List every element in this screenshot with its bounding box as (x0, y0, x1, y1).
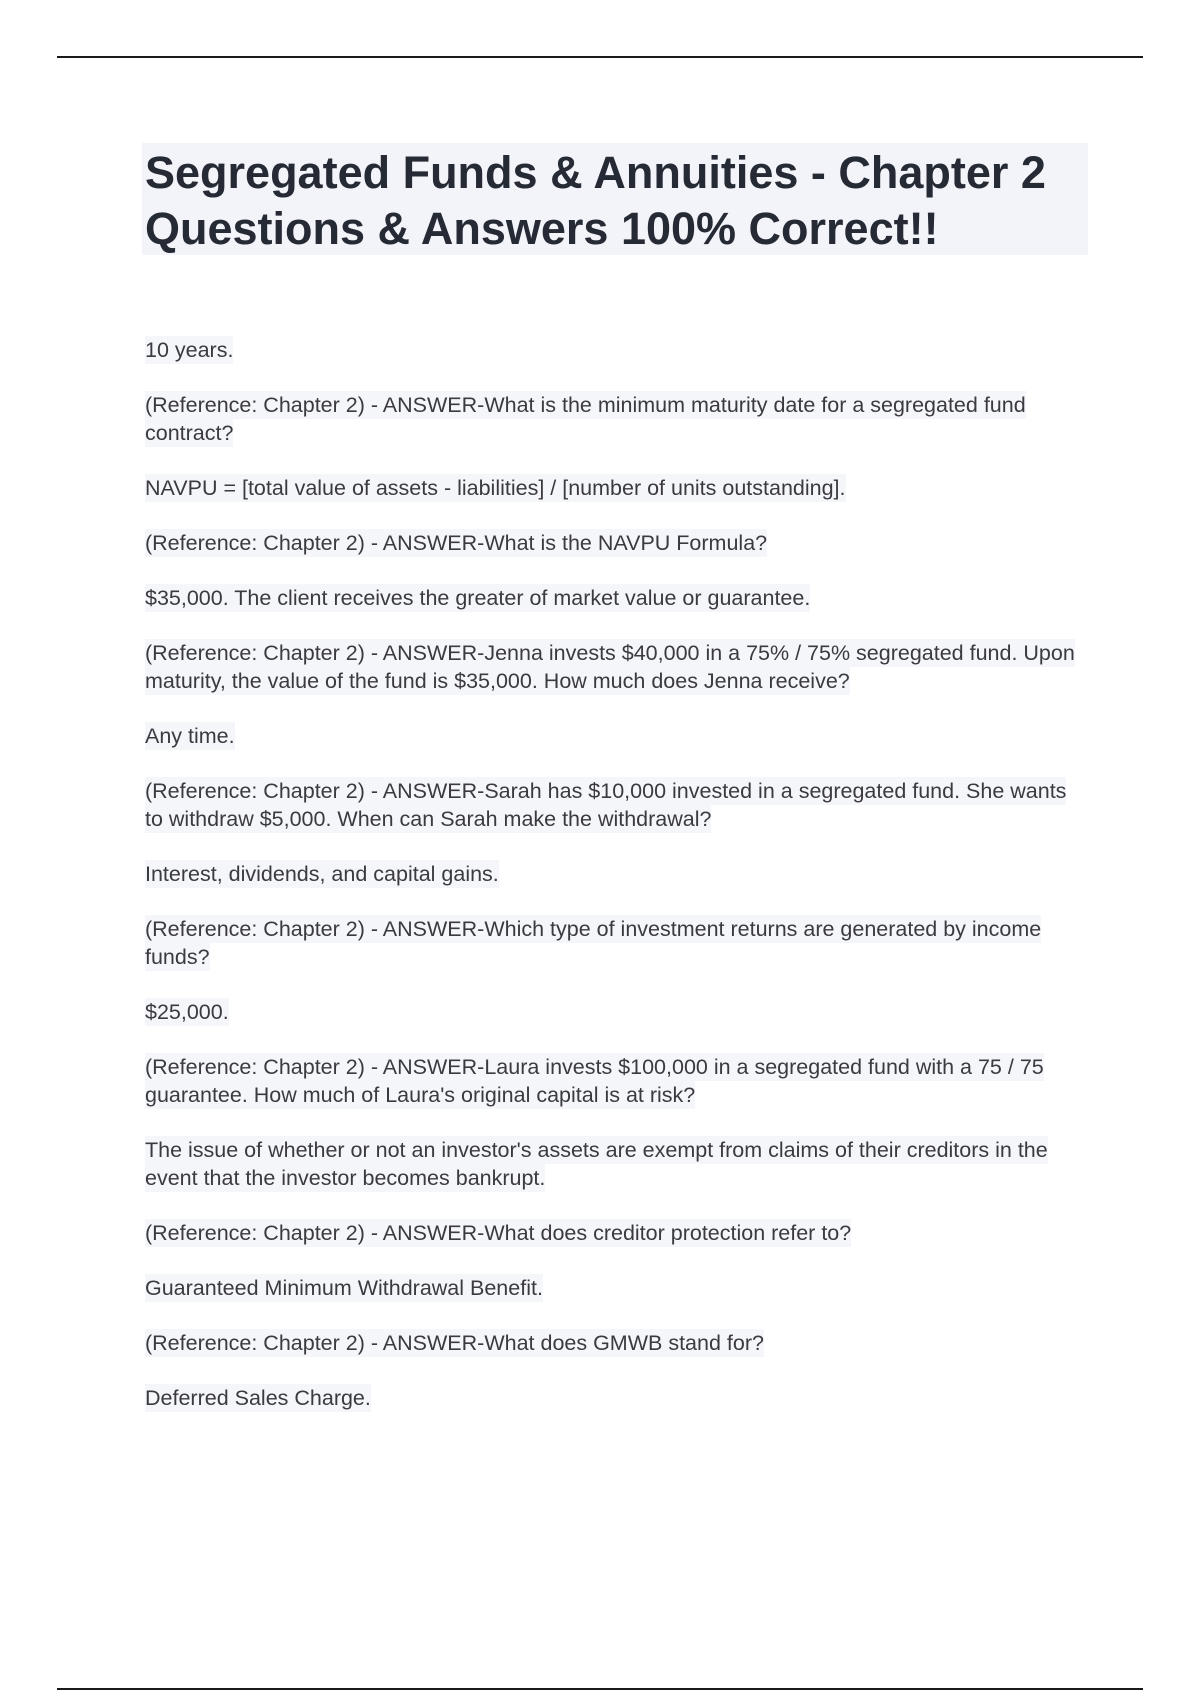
top-rule (57, 56, 1143, 58)
question-text (145, 1053, 1085, 1109)
document-title: Segregated Funds & Annuities - Chapter 2 Questions & Answers 100% Correct!! (145, 147, 1046, 254)
answer-text (145, 584, 1085, 612)
question-text (145, 639, 1085, 695)
question-text (145, 529, 1085, 557)
paragraph-text: (Reference: Chapter 2) - ANSWER-Jenna invests $40,000 in a 75% / 75% segregated fund. Upon maturity, the value of the fund is $35,000. How much does Jenna receive? (145, 641, 1075, 693)
question-text (145, 1219, 1085, 1247)
question-text (145, 1329, 1085, 1357)
answer-text (145, 722, 1085, 750)
answer-text (145, 1384, 1085, 1412)
document-body (145, 336, 1085, 1439)
paragraph-text: The issue of whether or not an investor's assets are exempt from claims of their creditors in the event that the investor becomes bankrupt. (145, 1138, 1048, 1190)
paragraph-text: (Reference: Chapter 2) - ANSWER-Laura invests $100,000 in a segregated fund with a 75 / 75 guarantee. How much of Laura's original capital is at risk? (145, 1055, 1044, 1107)
question-text (145, 915, 1085, 971)
paragraph-text: (Reference: Chapter 2) - ANSWER-What is the minimum maturity date for a segregated fund contract? (145, 393, 1026, 445)
answer-text (145, 474, 1085, 502)
paragraph-text: Deferred Sales Charge. (145, 1386, 371, 1410)
paragraph-text: (Reference: Chapter 2) - ANSWER-Sarah has $10,000 invested in a segregated fund. She wants to withdraw $5,000. When can Sarah make the withdrawal? (145, 779, 1067, 831)
paragraph-text: 10 years. (145, 338, 234, 362)
paragraph-text: (Reference: Chapter 2) - ANSWER-What is the NAVPU Formula? (145, 531, 768, 555)
answer-text (145, 1136, 1085, 1192)
answer-text (145, 336, 1085, 364)
paragraph-text: Interest, dividends, and capital gains. (145, 862, 499, 886)
bottom-rule (57, 1688, 1143, 1690)
paragraph-text: $25,000. (145, 1000, 229, 1024)
answer-text (145, 998, 1085, 1026)
paragraph-text: $35,000. The client receives the greater of market value or guarantee. (145, 586, 811, 610)
question-text (145, 391, 1085, 447)
paragraph-text: (Reference: Chapter 2) - ANSWER-Which type of investment returns are generated by income funds? (145, 917, 1042, 969)
paragraph-text: (Reference: Chapter 2) - ANSWER-What does creditor protection refer to? (145, 1221, 852, 1245)
answer-text (145, 860, 1085, 888)
question-text (145, 777, 1085, 833)
paragraph-text: (Reference: Chapter 2) - ANSWER-What does GMWB stand for? (145, 1331, 764, 1355)
paragraph-text: Any time. (145, 724, 235, 748)
answer-text (145, 1274, 1085, 1302)
paragraph-text: Guaranteed Minimum Withdrawal Benefit. (145, 1276, 543, 1300)
paragraph-text: NAVPU = [total value of assets - liabilities] / [number of units outstanding]. (145, 476, 846, 500)
